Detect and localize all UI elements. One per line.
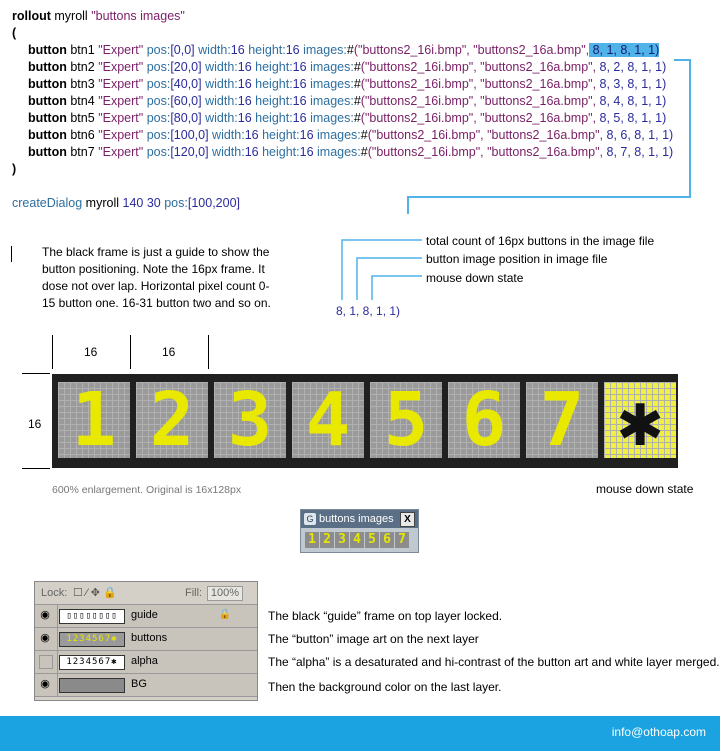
image-files: ("buttons2_16i.bmp", "buttons2_16a.bmp", [360,60,597,74]
image-files: ("buttons2_16i.bmp", "buttons2_16a.bmp", [367,128,604,142]
fill-input[interactable]: 100% [207,586,243,601]
app-icon: G [304,513,316,525]
rollout-keyword: rollout [12,9,51,23]
create-posv: [100,200] [187,196,240,210]
button-keyword: button [28,111,67,125]
callout-total-count: total count of 16px buttons in the image file [426,234,655,248]
layer-name: guide [131,609,158,621]
pos-value: [0,0] [170,43,195,57]
height-value: 16 [292,77,307,91]
image-args: 8, 4, 8, 1, 1) [596,94,667,108]
button-caption: "Expert" [98,128,144,142]
strip-digit-2: 2 [136,382,208,458]
image-args: 8, 6, 8, 1, 1) [603,128,674,142]
close-icon[interactable]: X [400,512,415,527]
pos-label: pos: [146,77,171,91]
button-caption: "Expert" [98,77,144,91]
dialog-titlebar [301,510,418,528]
lock-icon: 🔒 [218,609,231,620]
width-label: width: [205,60,238,74]
width-value: 16 [230,43,245,57]
images-label: images: [317,145,361,159]
button-caption: "Expert" [98,94,144,108]
create-fn: createDialog [12,196,83,210]
strip-digit-4: 4 [292,382,364,458]
button-keyword: button [28,77,67,91]
button-caption: "Expert" [98,60,144,74]
image-files: ("buttons2_16i.bmp", "buttons2_16a.bmp", [360,77,597,91]
dialog-title: buttons images [319,513,394,525]
height-label: height: [262,145,300,159]
pos-label: pos: [146,43,171,57]
callout-main-line [408,60,690,214]
pos-value: [60,0] [170,94,202,108]
pos-value: [80,0] [170,111,202,125]
dialog-preview [300,509,419,553]
button-name: btn1 [70,43,95,57]
create-pos: pos: [164,196,188,210]
callout-args: 8, 1, 8, 1, 1) [336,304,401,318]
callout-mouse-down: mouse down state [426,271,524,285]
pos-label: pos: [146,94,171,108]
image-args: 8, 5, 8, 1, 1) [596,111,667,125]
guide-note: The black frame is just a guide to show the button positioning. Note the 16px frame. It dose not over lap. Horizontal pixel count 0-15 button one. 16-31 button two and so on. [42,245,271,310]
hash-symbol: # [360,145,368,159]
height-value: 16 [285,43,300,57]
width-value: 16 [237,77,252,91]
button-name: btn7 [70,145,95,159]
rollout-title: "buttons images" [91,9,185,23]
pos-label: pos: [146,145,171,159]
layer-divider [57,674,58,696]
close-paren: ) [12,162,17,176]
pos-label: pos: [146,128,171,142]
layer-row-bg[interactable] [35,674,257,697]
height-value: 16 [292,111,307,125]
layer-row-guide[interactable] [35,605,257,628]
enlargement-caption: 600% enlargement. Original is 16x128px [52,484,242,496]
width-label: width: [205,111,238,125]
image-args: 8, 2, 8, 1, 1) [596,60,667,74]
desc-buttons: The “button” image art on the next layer [268,632,479,646]
footer-bar [0,716,720,751]
hash-symbol: # [353,60,361,74]
layer-thumbnail: ▯▯▯▯▯▯▯▯ [59,609,125,624]
pos-value: [20,0] [170,60,202,74]
strip-digit-6: 6 [448,382,520,458]
image-files: ("buttons2_16i.bmp", "buttons2_16a.bmp", [360,94,597,108]
layer-name: BG [131,678,147,690]
button-name: btn3 [70,77,95,91]
width-label: width: [212,145,245,159]
dim-tick-3 [208,335,209,369]
width-label: width: [205,77,238,91]
rollout-name: myroll [54,9,88,23]
width-value: 16 [237,94,252,108]
lock-label: Lock: [41,587,68,599]
button-caption: "Expert" [98,43,144,57]
image-files: ("buttons2_16i.bmp", "buttons2_16a.bmp", [360,111,597,125]
hash-symbol: # [360,128,368,142]
height-value: 16 [299,128,314,142]
dim-tick-top [22,373,50,374]
dialog-button-6[interactable]: 6 [380,532,394,548]
layer-thumbnail [59,678,125,693]
pos-label: pos: [146,60,171,74]
dim-tick-bottom [22,468,50,469]
dialog-button-4[interactable]: 4 [350,532,364,548]
pos-value: [40,0] [170,77,202,91]
enlarged-button-strip [52,374,678,468]
mouse-down-caption: mouse down state [596,482,694,496]
hash-symbol: # [353,94,361,108]
button-keyword: button [28,60,67,74]
dialog-button-7[interactable]: 7 [395,532,409,548]
dim-label-left: 16 [28,417,42,431]
dim-label-top-2: 16 [162,345,176,359]
height-value: 16 [292,94,307,108]
height-label: height: [255,94,293,108]
create-args: 140 30 [122,196,161,210]
images-label: images: [303,43,347,57]
strip-digit-1: 1 [58,382,130,458]
images-label: images: [310,111,354,125]
height-value: 16 [292,60,307,74]
button-name: btn2 [70,60,95,74]
dialog-buttons [305,532,409,548]
dialog-button-1[interactable]: 1 [305,532,319,548]
strip-mouse-down-icon: ✱ [604,382,676,458]
width-value: 16 [244,145,259,159]
layer-thumbnail: 1234567✱ [59,655,125,670]
height-label: height: [255,77,293,91]
layer-row-alpha[interactable] [35,651,257,674]
hash-symbol: # [346,43,354,57]
dialog-button-3[interactable]: 3 [335,532,349,548]
desc-guide: The black “guide” frame on top layer locked. [268,609,503,623]
button-keyword: button [28,43,67,57]
dim-tick-2 [130,335,131,369]
open-paren: ( [12,26,17,40]
layers-panel [34,581,258,701]
button-keyword: button [28,145,67,159]
button-caption: "Expert" [98,111,144,125]
hash-symbol: # [353,111,361,125]
images-label: images: [310,94,354,108]
width-label: width: [198,43,231,57]
width-value: 16 [244,128,259,142]
layer-name: buttons [131,632,168,644]
callout-line-position [357,258,422,300]
dim-label-top-1: 16 [84,345,98,359]
image-args: 8, 1, 8, 1, 1) [589,43,660,57]
hash-symbol: # [353,77,361,91]
image-args: 8, 7, 8, 1, 1) [603,145,674,159]
width-value: 16 [237,111,252,125]
height-label: height: [248,43,286,57]
layers-toolbar [35,582,257,605]
layer-name: alpha [131,655,158,667]
callout-line-down [372,276,422,300]
strip-digit-5: 5 [370,382,442,458]
button-keyword: button [28,94,67,108]
footer-email-link[interactable]: info@othoap.com [611,725,706,739]
images-label: images: [310,60,354,74]
button-keyword: button [28,128,67,142]
create-name: myroll [85,196,120,210]
desc-alpha: The “alpha” is a desaturated and hi-contrast of the button art and white layer merged. [268,655,720,669]
fill-label: Fill: [185,587,203,599]
dialog-button-5[interactable]: 5 [365,532,379,548]
layer-divider [57,605,58,627]
layer-rows [35,605,257,697]
layer-row-buttons[interactable] [35,628,257,651]
height-label: height: [262,128,300,142]
dialog-button-2[interactable]: 2 [320,532,334,548]
text-cursor [11,246,12,262]
height-label: height: [255,111,293,125]
button-caption: "Expert" [98,145,144,159]
eye-icon[interactable]: ◉ [40,678,50,690]
width-value: 16 [237,60,252,74]
layer-divider [57,651,58,673]
images-label: images: [317,128,361,142]
button-name: btn4 [70,94,95,108]
layer-divider [57,628,58,650]
callout-image-position: button image position in image file [426,252,608,266]
callout-line-total [342,240,422,300]
strip-digit-3: 3 [214,382,286,458]
image-args: 8, 3, 8, 1, 1) [596,77,667,91]
desc-bg: Then the background color on the last layer. [268,680,502,694]
button-name: btn5 [70,111,95,125]
layer-thumbnail: 1234567✱ [59,632,125,647]
lock-icons[interactable]: ☐ ⁄ ✥ 🔒 [73,587,117,599]
images-label: images: [310,77,354,91]
image-files: ("buttons2_16i.bmp", "buttons2_16a.bmp", [367,145,604,159]
height-label: height: [255,60,293,74]
button-name: btn6 [70,128,95,142]
pos-label: pos: [146,111,171,125]
pos-value: [120,0] [170,145,209,159]
eye-icon[interactable] [39,655,53,669]
pos-value: [100,0] [170,128,209,142]
width-label: width: [205,94,238,108]
height-value: 16 [299,145,314,159]
image-files: ("buttons2_16i.bmp", "buttons2_16a.bmp", [353,43,590,57]
dim-tick-1 [52,335,53,369]
eye-icon[interactable]: ◉ [40,609,50,621]
eye-icon[interactable]: ◉ [40,632,50,644]
strip-digit-7: 7 [526,382,598,458]
width-label: width: [212,128,245,142]
